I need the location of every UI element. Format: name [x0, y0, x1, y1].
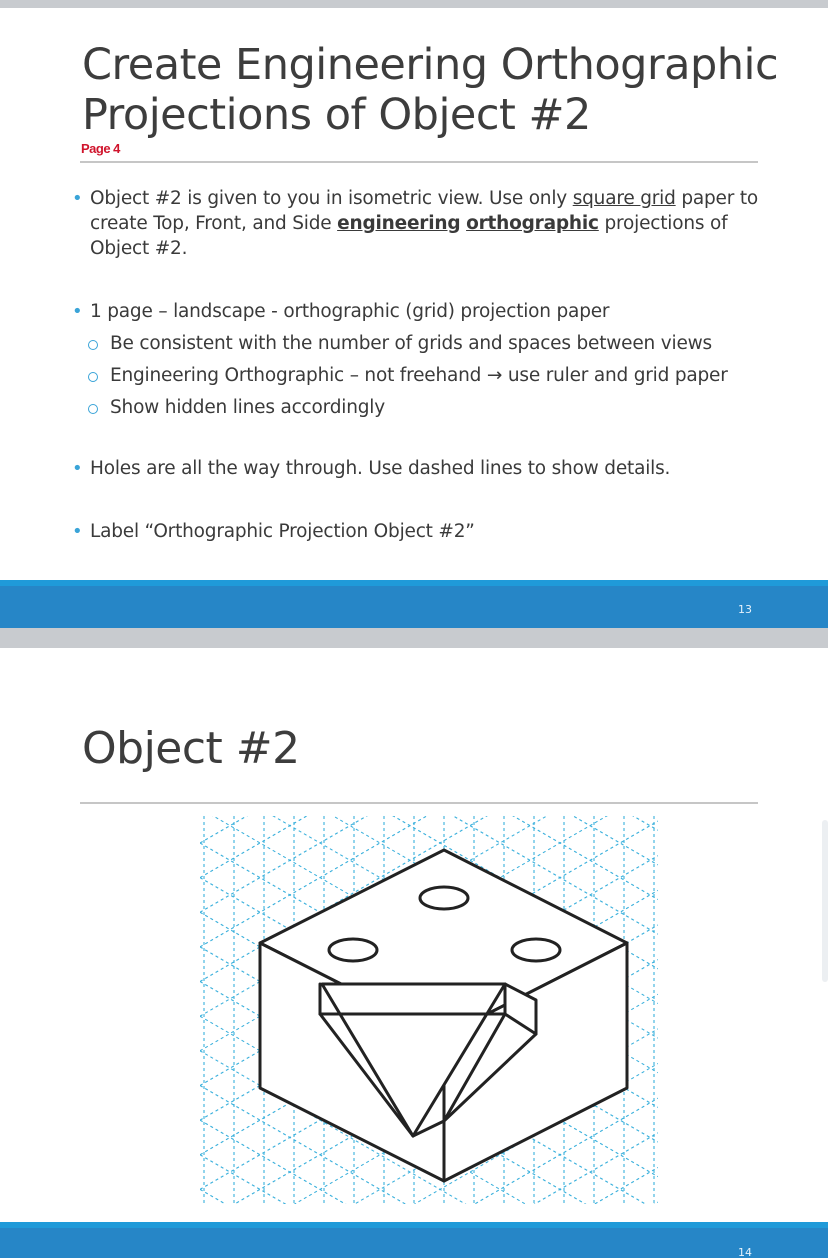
grid-line	[200, 1189, 658, 1206]
hole-right	[512, 939, 560, 961]
object-outline	[260, 850, 627, 1181]
bullet-holes: • Holes are all the way through. Use dashed lines to show details.	[72, 456, 782, 481]
square-grid-link[interactable]: square grid	[572, 188, 676, 209]
slide-footer	[0, 1222, 828, 1258]
isometric-object-drawing	[200, 816, 660, 1206]
grid-line	[200, 1202, 658, 1206]
hole-left	[329, 939, 377, 961]
slide-number: 13	[738, 603, 752, 616]
slide-14	[0, 648, 828, 1258]
bullet-square-grid: • Object #2 is given to you in isometric view. Use only square grid paper to create Top, Front, and Side engineering orthographic projections of Object #2.	[72, 186, 782, 261]
title-line-1: Create Engineering Orthographic	[82, 40, 779, 90]
slide-number: 14	[738, 1246, 752, 1258]
hole-top	[420, 887, 468, 909]
sub-item: Be consistent with the number of grids and spaces between views	[88, 328, 782, 360]
slide-13	[0, 8, 828, 628]
slide-title: Object #2	[82, 723, 300, 774]
emphasis-engineering: engineering	[337, 213, 461, 234]
grid-line	[200, 816, 658, 843]
page-tag: Page 4	[81, 141, 120, 156]
grid-line	[200, 816, 658, 830]
title-divider	[80, 161, 758, 163]
instructions-list	[72, 186, 782, 544]
emphasis-orthographic: orthographic	[466, 213, 599, 234]
slide-title	[82, 40, 778, 140]
bullet-label: • Label “Orthographic Projection Object #2”	[72, 519, 782, 544]
bullet-page-requirements: • 1 page – landscape - orthographic (grid) projection paper Be consistent with the number of grids and spaces between views Engineering Orthographic – not freehand → use ruler and grid paper Show hidden lines accordingly	[72, 299, 782, 424]
title-divider	[80, 802, 758, 804]
sub-list	[90, 328, 782, 424]
sub-item: Show hidden lines accordingly	[88, 392, 782, 424]
slide-footer	[0, 580, 828, 628]
sub-item: Engineering Orthographic – not freehand → use ruler and grid paper	[88, 360, 782, 392]
title-line-2: Projections of Object #2	[82, 90, 591, 140]
scroll-handle[interactable]	[822, 820, 828, 982]
